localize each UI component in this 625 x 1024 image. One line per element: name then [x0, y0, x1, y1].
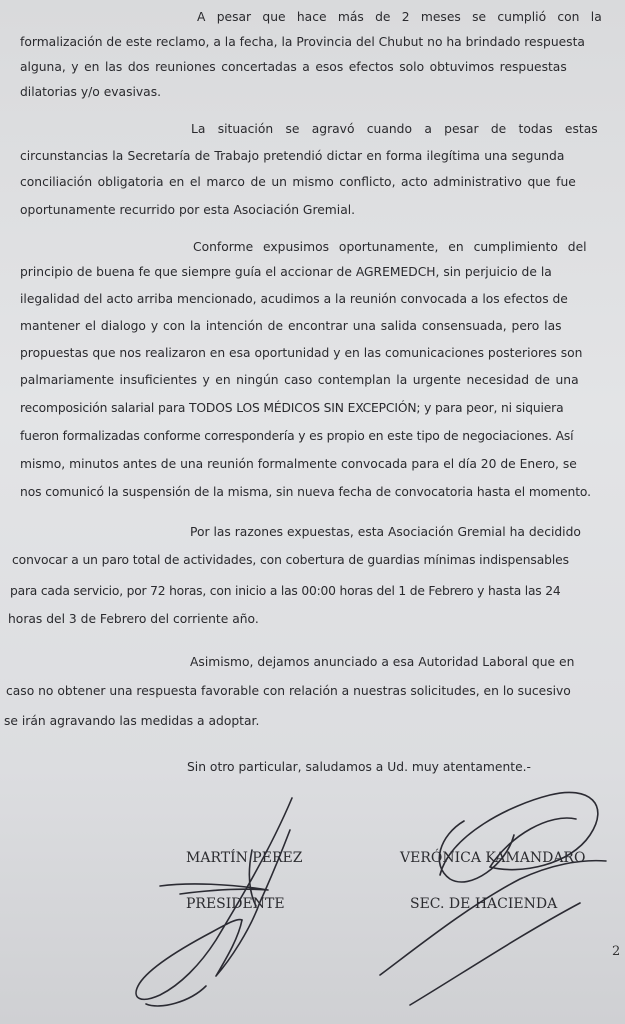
- paragraph-line: horas del 3 de Febrero del corriente año.: [8, 612, 259, 626]
- paragraph-line: principio de buena fe que siempre guía el accionar de AGREMEDCH, sin perjuicio de la: [20, 265, 552, 279]
- paragraph-line: para cada servicio, por 72 horas, con inicio a las 00:00 horas del 1 de Febrero y hasta las 24: [10, 584, 561, 598]
- paragraph-line: alguna, y en las dos reuniones concertadas a esos efectos solo obtuvimos respuestas: [20, 60, 567, 74]
- paragraph-line: formalización de este reclamo, a la fecha, la Provincia del Chubut no ha brindado respuesta: [20, 35, 585, 49]
- signatory-name: VERÓNICA KAMANDARO: [400, 850, 586, 866]
- paragraph-line: palmariamente insuficientes y en ningún caso contemplan la urgente necesidad de una: [20, 373, 579, 387]
- paragraph-line: Conforme expusimos oportunamente, en cumplimiento del: [193, 240, 587, 254]
- paragraph-line: mantener el dialogo y con la intención de encontrar una salida consensuada, pero las: [20, 319, 562, 333]
- paragraph-line: circunstancias la Secretaría de Trabajo pretendió dictar en forma ilegítima una segunda: [20, 149, 565, 163]
- page-number: 2: [612, 944, 621, 959]
- paragraph-line: Asimismo, dejamos anunciado a esa Autoridad Laboral que en: [190, 655, 575, 669]
- signatory-role: SEC. DE HACIENDA: [410, 896, 558, 912]
- paragraph-line: nos comunicó la suspensión de la misma, sin nueva fecha de convocatoria hasta el momento.: [20, 485, 591, 499]
- paragraph-line: A pesar que hace más de 2 meses se cumplió con la: [197, 10, 602, 24]
- paragraph-line: oportunamente recurrido por esta Asociación Gremial.: [20, 203, 356, 217]
- signatory-role: PRESIDENTE: [186, 896, 285, 912]
- paragraph-line: Por las razones expuestas, esta Asociación Gremial ha decidido: [190, 525, 581, 539]
- paragraph-line: dilatorias y/o evasivas.: [20, 85, 162, 99]
- paragraph-line: ilegalidad del acto arriba mencionado, acudimos a la reunión convocada a los efectos de: [20, 292, 568, 306]
- closing-line: Sin otro particular, saludamos a Ud. muy atentamente.-: [187, 760, 531, 774]
- paragraph-line: conciliación obligatoria en el marco de un mismo conflicto, acto administrativo que fue: [20, 175, 576, 189]
- handwritten-signature: [380, 775, 610, 1010]
- paragraph-line: recomposición salarial para TODOS LOS MÉDICOS SIN EXCEPCIÓN; y para peor, ni siquiera: [20, 401, 564, 415]
- paragraph-line: se irán agravando las medidas a adoptar.: [4, 714, 260, 728]
- signatory-name: MARTÍN PÉREZ: [186, 850, 303, 866]
- paragraph-line: mismo, minutos antes de una reunión formalmente convocada para el día 20 de Enero, se: [20, 457, 577, 471]
- paragraph-line: propuestas que nos realizaron en esa oportunidad y en las comunicaciones posteriores son: [20, 346, 583, 360]
- handwritten-signature: [120, 790, 320, 1020]
- paragraph-line: La situación se agravó cuando a pesar de todas estas: [191, 122, 598, 136]
- paragraph-line: convocar a un paro total de actividades, con cobertura de guardias mínimas indispensables: [12, 553, 569, 567]
- paragraph-line: fueron formalizadas conforme correspondería y es propio en este tipo de negociaciones. Así: [20, 429, 574, 443]
- paragraph-line: caso no obtener una respuesta favorable con relación a nuestras solicitudes, en lo sucesivo: [6, 684, 571, 698]
